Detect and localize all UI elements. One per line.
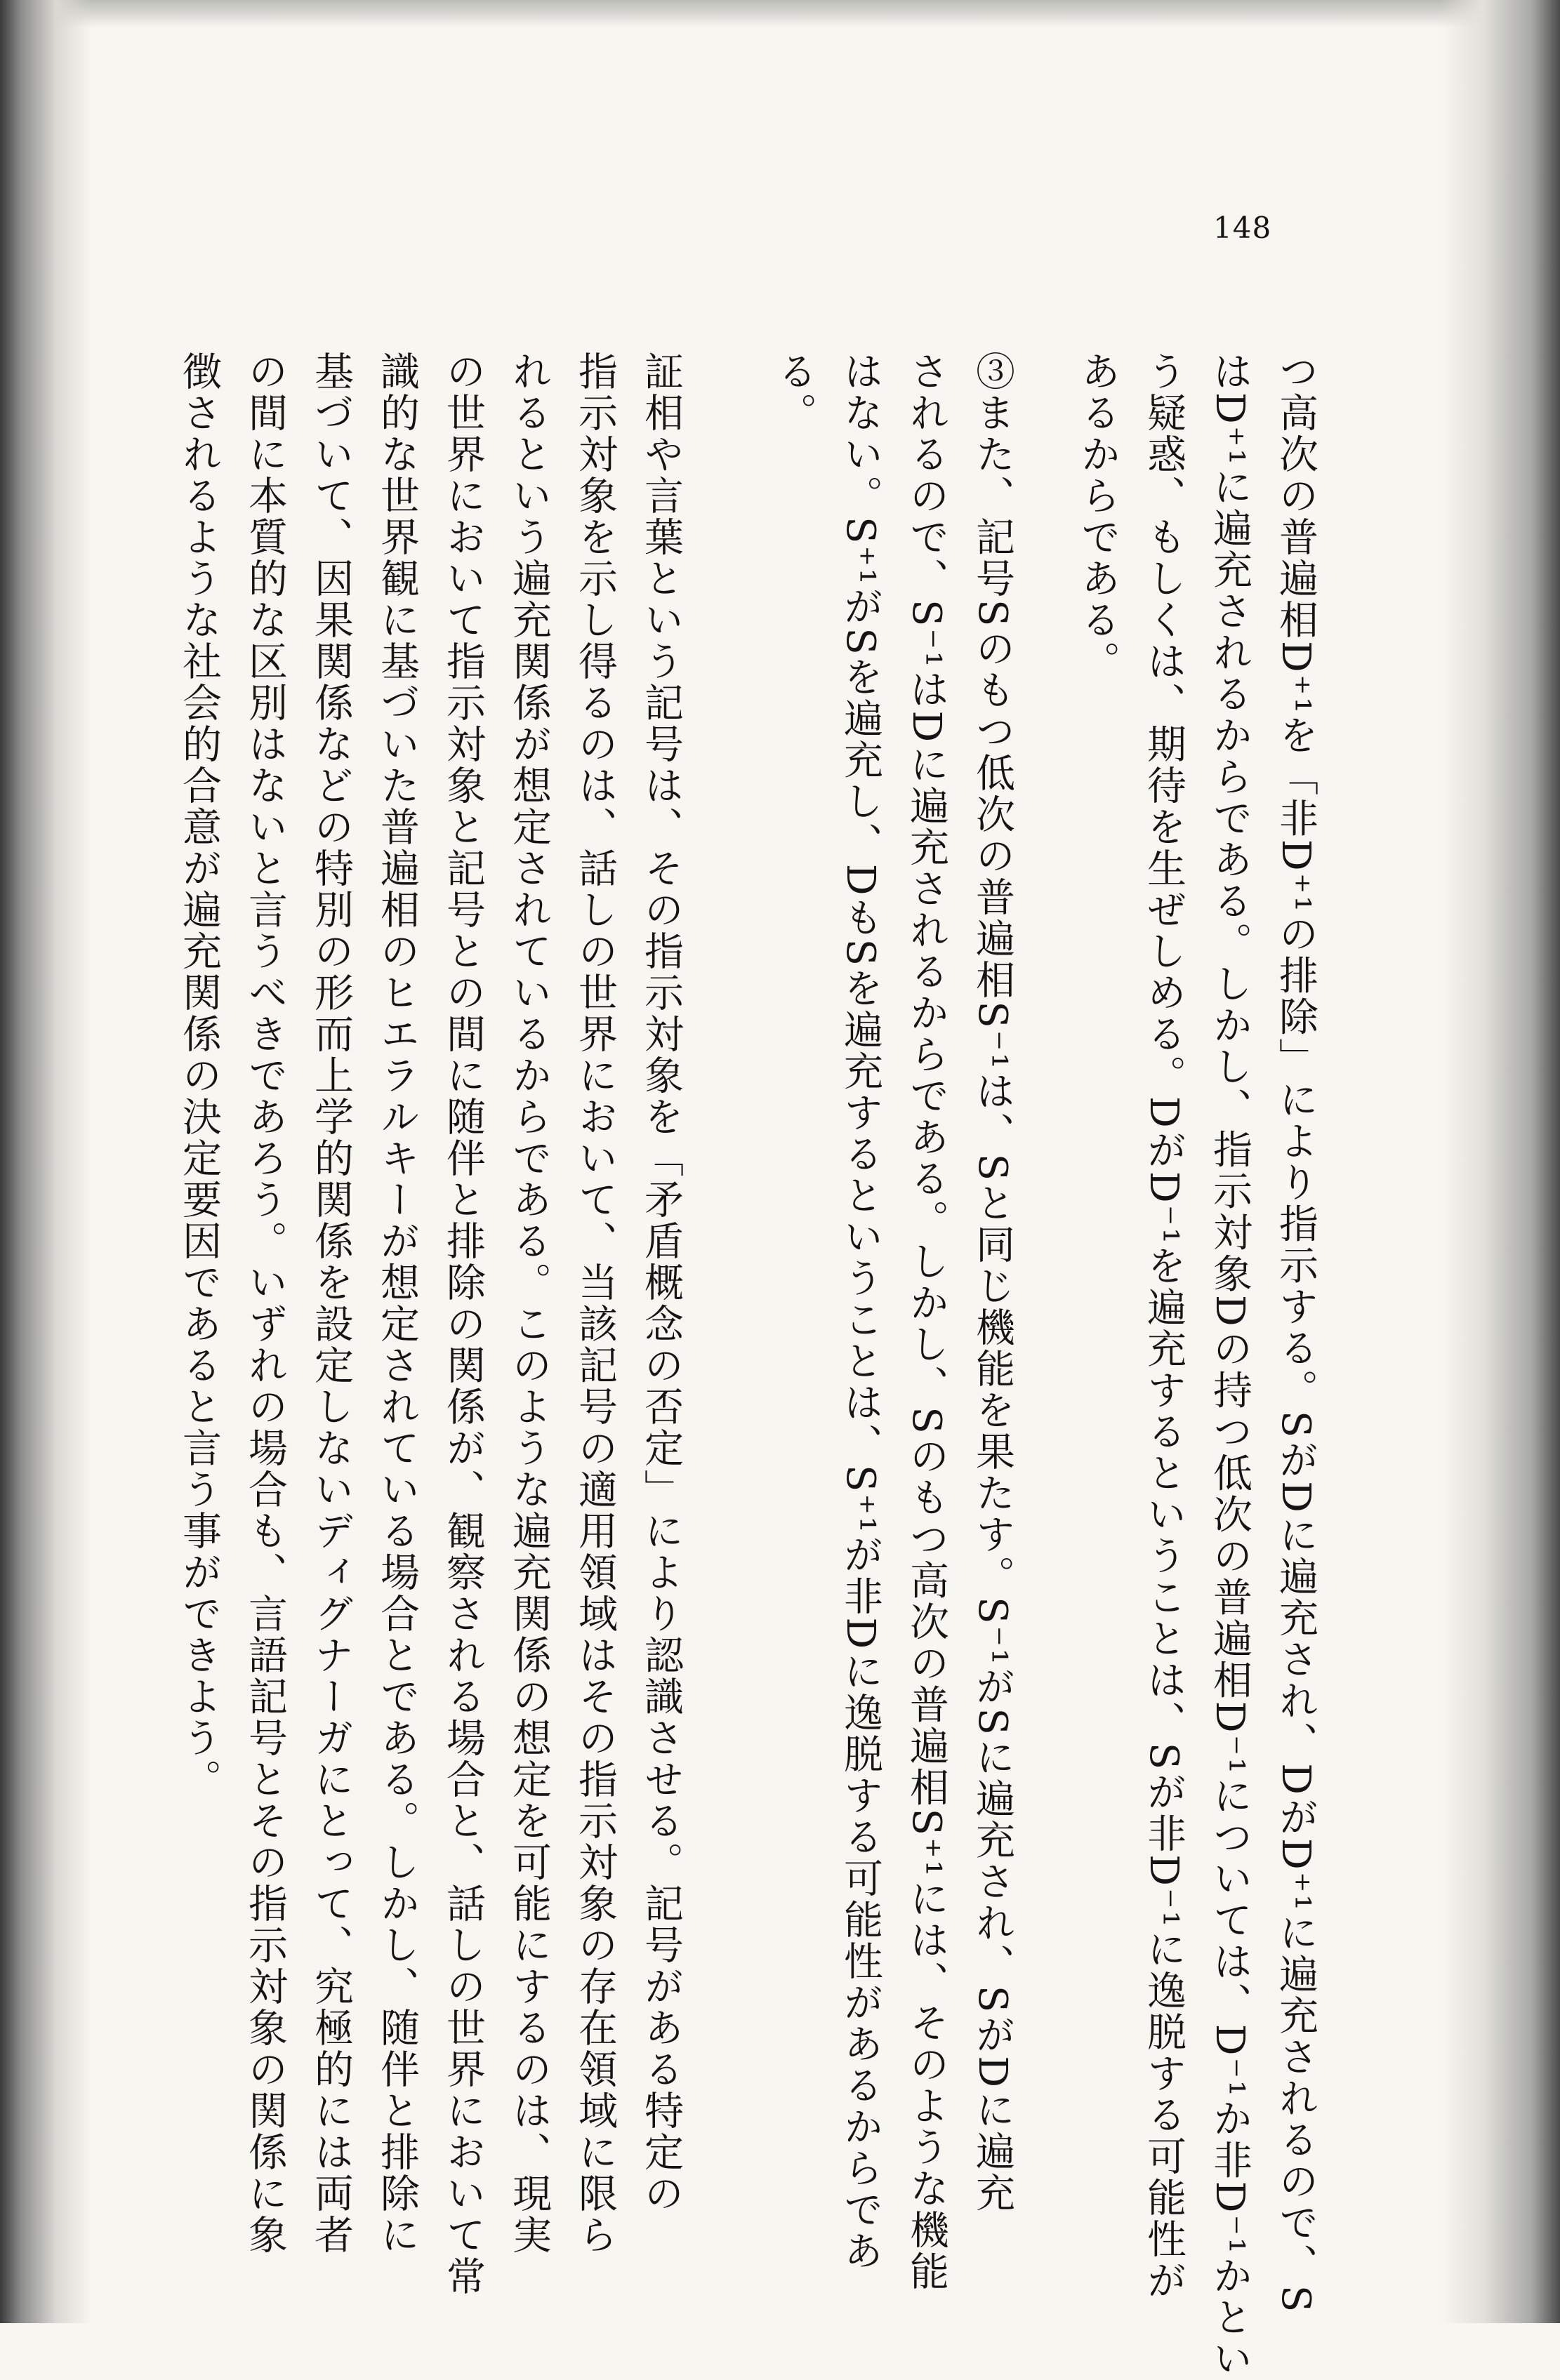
paragraph-line: はない。S⁺¹がSを遍充し、DもSを遍充するということは、S⁺¹が非Dに逸脱する可能性があるからであ xyxy=(838,351,883,2273)
scan-shadow-top xyxy=(0,0,1560,28)
paragraph-line: ③また、記号Sのもつ低次の普遍相S⁻¹は、Sと同じ機能を果たす。S⁻¹がSに遍充され、SがDに遍充 xyxy=(970,351,1015,2214)
paragraph-line: はD⁺¹に遍充されるからである。しかし、指示対象Dの持つ低次の普遍相D⁻¹については、D⁻¹か非D⁻¹かとい xyxy=(1207,351,1252,2380)
paragraph-line: 指示対象を示し得るのは、話しの世界において、当該記号の適用領域はその指示対象の存在領域に限ら xyxy=(572,351,618,2256)
section-heading xyxy=(0,351,117,2288)
paragraph-line: 証相や言葉という記号は、その指示対象を「矛盾概念の否定」により認識させる。記号がある特定の xyxy=(638,351,684,2214)
paragraph-line: の世界において指示対象と記号との間に随伴と排除の関係が、観察される場合と、話しの世界において常 xyxy=(440,351,486,2297)
paragraph-line: あるからである。 xyxy=(1075,351,1121,682)
paragraph-line: れるという遍充関係が想定されているからである。このような遍充関係の想定を可能にするのは、現実 xyxy=(506,351,552,2256)
paragraph-line: 識的な世界観に基づいた普遍相のヒエラルキーが想定されている場合とである。しかし、随伴と排除に xyxy=(374,351,420,2256)
body-text xyxy=(0,351,1328,2380)
scan-shadow-right xyxy=(1441,0,1560,2323)
page-number: 148 xyxy=(1213,211,1272,245)
paragraph-line: の間に本質的な区別はないと言うべきであろう。いずれの場合も、言語記号とその指示対象の関係に象 xyxy=(242,351,288,2256)
paragraph-line: つ高次の普遍相D⁺¹を「非D⁺¹の排除」により指示する。SがDに遍充され、DがD⁺¹に遍充されるので、S xyxy=(1273,351,1318,2315)
paragraph-line: う疑惑、もしくは、期待を生ぜしめる。DがD⁻¹を遍充するということは、Sが非D⁻¹に逸脱する可能性が xyxy=(1141,351,1186,2302)
paragraph-line: されるので、S⁻¹はDに遍充されるからである。しかし、Sのもつ高次の普遍相S⁺¹には、そのような機能 xyxy=(904,351,949,2293)
section-gap xyxy=(117,351,166,2288)
paragraph-gap xyxy=(733,351,761,2288)
paragraph-line: る。 xyxy=(772,351,817,434)
paragraph-line: 徴されるような社会的合意が遍充関係の決定要因であると言う事ができよう。 xyxy=(176,351,222,1800)
paragraph-line: 基づいて、因果関係などの特別の形而上学的関係を設定しないディグナーガにとって、究極的には両者 xyxy=(308,351,354,2256)
